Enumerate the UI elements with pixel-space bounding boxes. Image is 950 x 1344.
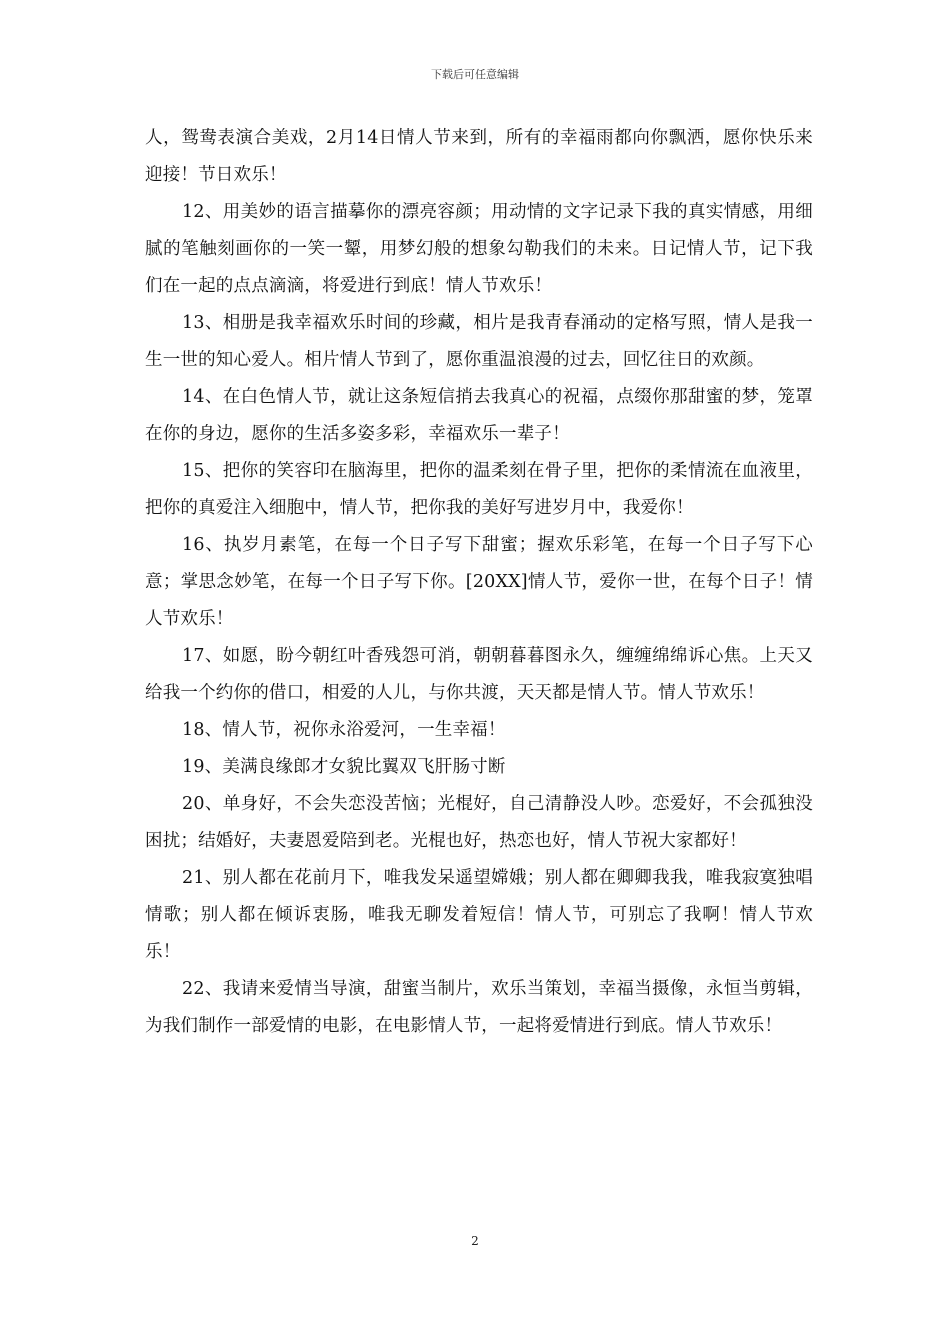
paragraph-21: 21、别人都在花前月下，唯我发呆遥望嫦娥；别人都在卿卿我我，唯我寂寞独唱情歌；别人都在倾诉衷肠，唯我无聊发着短信！情人节，可别忘了我啊！情人节欢乐！ — [145, 868, 813, 962]
paragraph-20: 20、单身好，不会失恋没苦恼；光棍好，自己清静没人吵。恋爱好，不会孤独没困扰；结婚好，夫妻恩爱陪到老。光棍也好，热恋也好，情人节祝大家都好！ — [145, 794, 813, 851]
paragraph-19: 19、美满良缘郎才女貌比翼双飞肝肠寸断 — [182, 757, 506, 777]
paragraph-continuation: 人，鸳鸯表演合美戏，2月14日情人节来到，所有的幸福雨都向你飘洒，愿你快乐来迎接！节日欢乐！ — [145, 128, 813, 185]
page-header: 下载后可任意编辑 — [431, 68, 519, 81]
page-number: 2 — [471, 1234, 479, 1248]
paragraph-12: 12、用美妙的语言描摹你的漂亮容颜；用动情的文字记录下我的真实情感，用细腻的笔触刻画你的一笑一颦，用梦幻般的想象勾勒我们的未来。日记情人节，记下我们在一起的点点滴滴，将爱进行到底！情人节欢乐！ — [145, 202, 813, 296]
paragraph-15: 15、把你的笑容印在脑海里，把你的温柔刻在骨子里，把你的柔情流在血液里，把你的真爱注入细胞中，情人节，把你我的美好写进岁月中，我爱你！ — [145, 461, 813, 518]
paragraph-13: 13、相册是我幸福欢乐时间的珍藏，相片是我青春涌动的定格写照，情人是我一生一世的知心爱人。相片情人节到了，愿你重温浪漫的过去，回忆往日的欢颜。 — [145, 313, 813, 370]
paragraph-22: 22、我请来爱情当导演，甜蜜当制片，欢乐当策划，幸福当摄像，永恒当剪辑，为我们制作一部爱情的电影，在电影情人节，一起将爱情进行到底。情人节欢乐！ — [145, 979, 813, 1036]
paragraph-14: 14、在白色情人节，就让这条短信捎去我真心的祝福，点缀你那甜蜜的梦，笼罩在你的身边，愿你的生活多姿多彩，幸福欢乐一辈子！ — [145, 387, 813, 444]
paragraph-17: 17、如愿，盼今朝红叶香残怨可消，朝朝暮暮图永久，缠缠绵绵诉心焦。上天又给我一个约你的借口，相爱的人儿，与你共渡，天天都是情人节。情人节欢乐！ — [145, 646, 813, 703]
document-body — [145, 120, 813, 1045]
paragraph-18: 18、情人节，祝你永浴爱河，一生幸福！ — [182, 720, 506, 740]
paragraph-16: 16、执岁月素笔，在每一个日子写下甜蜜；握欢乐彩笔，在每一个日子写下心意；掌思念妙笔，在每一个日子写下你。[20XX]情人节，爱你一世，在每个日子！情人节欢乐！ — [145, 535, 813, 629]
